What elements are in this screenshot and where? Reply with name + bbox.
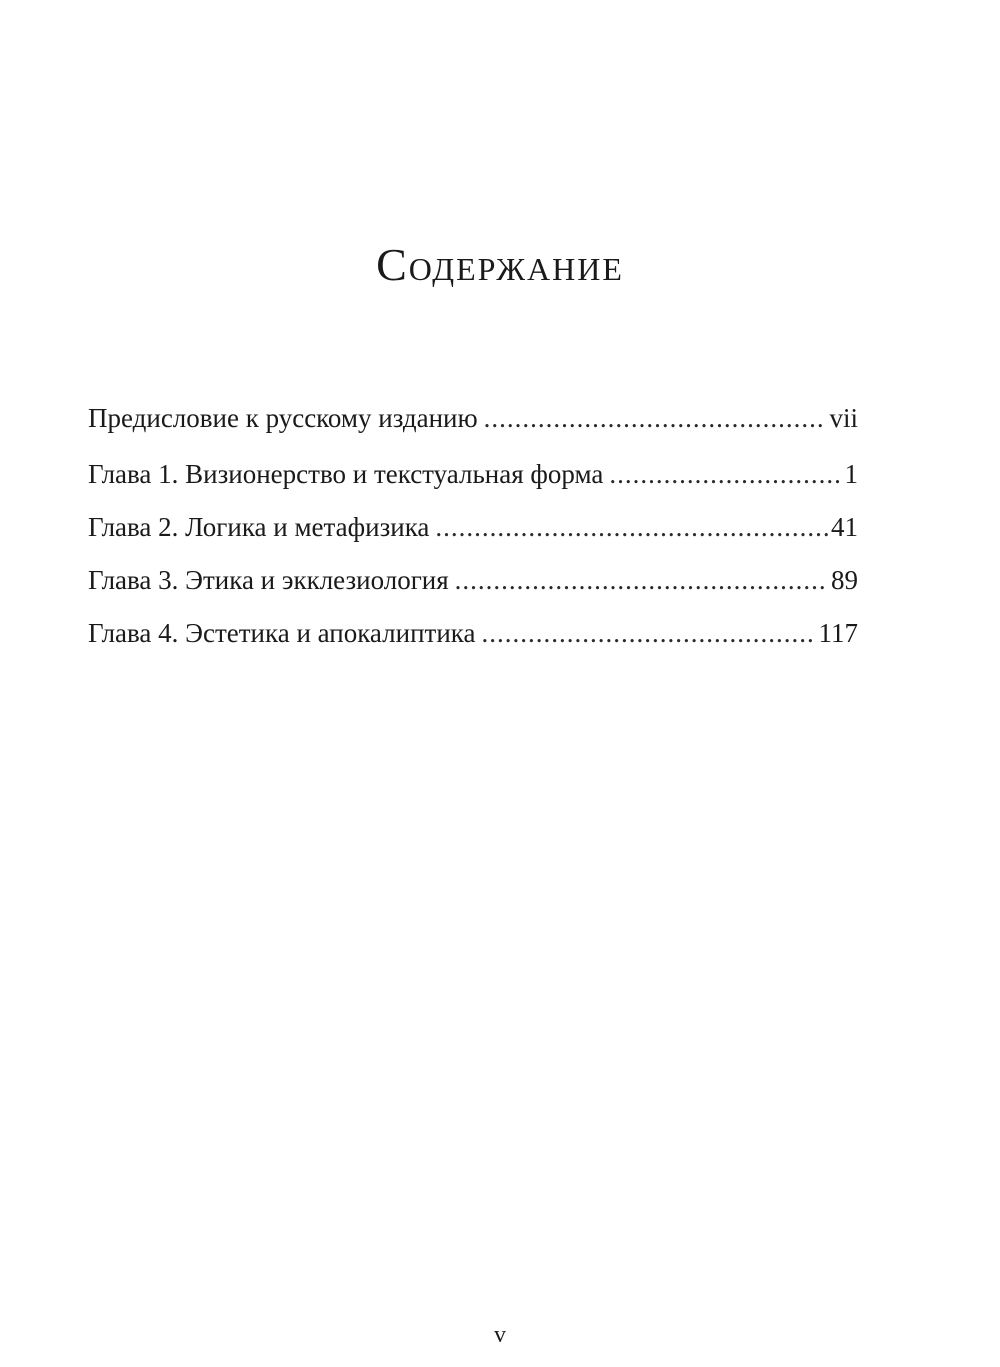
toc-entry-chapter-1[interactable] [88,454,858,494]
toc-entry-page: 41 [831,512,858,542]
table-of-contents [88,398,858,666]
toc-entry-label: Глава 4. Эстетика и апокалиптика [88,618,476,648]
toc-entry-page: 117 [818,618,858,648]
toc-entry-label: Глава 2. Логика и метафизика [88,512,430,542]
toc-entry-label: Глава 1. Визионерство и текстуальная форма [88,459,604,489]
page-number: v [494,1322,506,1348]
toc-entry-page: 1 [844,459,858,489]
toc-entry-page: vii [829,403,858,433]
toc-entry-chapter-4[interactable] [88,613,858,653]
toc-entry-preface[interactable] [88,398,858,438]
dot-leader [609,454,841,494]
dot-leader [435,507,828,547]
toc-entry-page: 89 [831,565,858,595]
page-title: Содержание [376,239,624,290]
dot-leader [484,398,827,438]
toc-entry-chapter-2[interactable] [88,507,858,547]
dot-leader [455,560,828,600]
toc-entry-label: Глава 3. Этика и экклезиология [88,565,449,595]
toc-entry-chapter-3[interactable] [88,560,858,600]
toc-entry-label: Предисловие к русскому изданию [88,403,478,433]
dot-leader [481,613,815,653]
